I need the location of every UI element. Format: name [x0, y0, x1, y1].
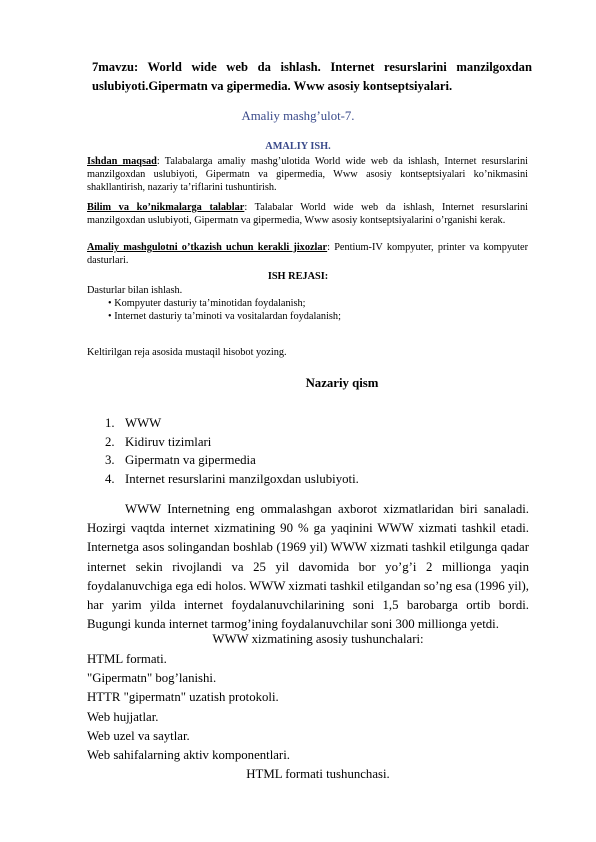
- nazariy-heading: Nazariy qism: [305, 376, 379, 390]
- title-line-1: 7mavzu: World wide web da ishlash. Internet resurslarini manzilgoxdan: [92, 60, 532, 74]
- concept-list: [87, 650, 290, 765]
- bullet-list: [108, 297, 341, 323]
- www-paragraph: WWW Internetning eng ommalashgan axborot xizmatlaridan biri sanaladi. Hozirgi vaqtda internet xizmatining 90 % ga yaqinini WWW xizmati tashkil etadi. Internetga asos solingandan boshlab (1969 yil) WWW xizmati tashkil etilgunga qadar internet sekin rivojlandi va 25 yil davomida bor yo’g’i 2 millionga yaqin foydalanuvchiga ega edi holos. WWW xizmati tashkil etilgandan so’ng esa (1996 yil), har yarim yilda internet foydalanuvchilarining soni 1,5 barobarga ortib bordi. Bugungi kunda internet tarmog’ining foydalanuvchilar soni 300 millionga yetdi.: [87, 502, 529, 632]
- concept-item: HTML formati.: [87, 652, 167, 666]
- talablar-label: Bilim va ko’nikmalarga talablar: [87, 202, 245, 213]
- concept-item: HTTR "gipermatn" uzatish protokoli.: [87, 690, 279, 705]
- ish-rejasi-heading: ISH REJASI:: [267, 271, 329, 282]
- maqsad-paragraph: [87, 155, 528, 195]
- bullet-item: • Internet dasturiy ta’minoti va vositalardan foydalanish;: [108, 310, 341, 323]
- bullet-item: • Kompyuter dasturiy ta’minotidan foydalanish;: [108, 297, 341, 310]
- jixozlar-label: Amaliy mashgulotni o’tkazish uchun kerakli jixozlar: [87, 242, 328, 253]
- dasturlar-line: Dasturlar bilan ishlash.: [87, 285, 183, 296]
- subtitle: Amaliy mashg’ulot-7.: [241, 109, 355, 123]
- numbered-item: 1. WWW: [105, 416, 162, 430]
- concept-item: Web sahifalarning aktiv komponentlari.: [87, 748, 290, 763]
- concept-item: Web uzel va saytlar.: [87, 728, 190, 743]
- html-heading: HTML formati tushunchasi.: [246, 767, 390, 781]
- title-line-2: uslubiyoti.Gipermatn va gipermedia. Www asosiy kontseptsiyalari.: [92, 79, 453, 93]
- numbered-item: 3. Gipermatn va gipermedia: [105, 453, 256, 467]
- jixozlar-text: : Pentium-IV kompyuter, printer va kompyuter dasturlari.: [87, 242, 528, 267]
- amaliy-ish-heading: AMALIY ISH.: [265, 141, 331, 152]
- numbered-item: 4. Internet resurslarini manzilgoxdan uslubiyoti.: [105, 471, 359, 486]
- maqsad-text: : Talabalarga amaliy mashg’ulotida World wide web da ishlash, Internet resurslarini manzilgoxdan uslubiyoti, Gipermatn va gipermedia, Www asosiy kontseptsiyalari ko’nikmasini shakllantirish, nazariy ta’riflarini tushuntirish.: [87, 156, 528, 194]
- jixozlar-paragraph: [87, 241, 528, 267]
- document-title: [92, 58, 532, 96]
- talablar-paragraph: [87, 201, 528, 227]
- asosiy-heading: WWW xizmatining asosiy tushunchalari:: [212, 632, 424, 646]
- maqsad-label: Ishdan maqsad: [87, 156, 157, 167]
- numbered-list: [105, 414, 359, 488]
- concept-item: Web hujjatlar.: [87, 709, 159, 724]
- hisobot-line: Keltirilgan reja asosida mustaqil hisobot yozing.: [87, 347, 287, 358]
- numbered-item: 2. Kidiruv tizimlari: [105, 434, 212, 449]
- concept-item: "Gipermatn" bog’lanishi.: [87, 671, 217, 686]
- talablar-text: : Talabalar World wide web da ishlash, Internet resurslarini manzilgoxdan uslubiyoti, Gipermatn va gipermedia, Www asosiy kontseptsiyalarini o’rganishi kerak.: [87, 202, 528, 227]
